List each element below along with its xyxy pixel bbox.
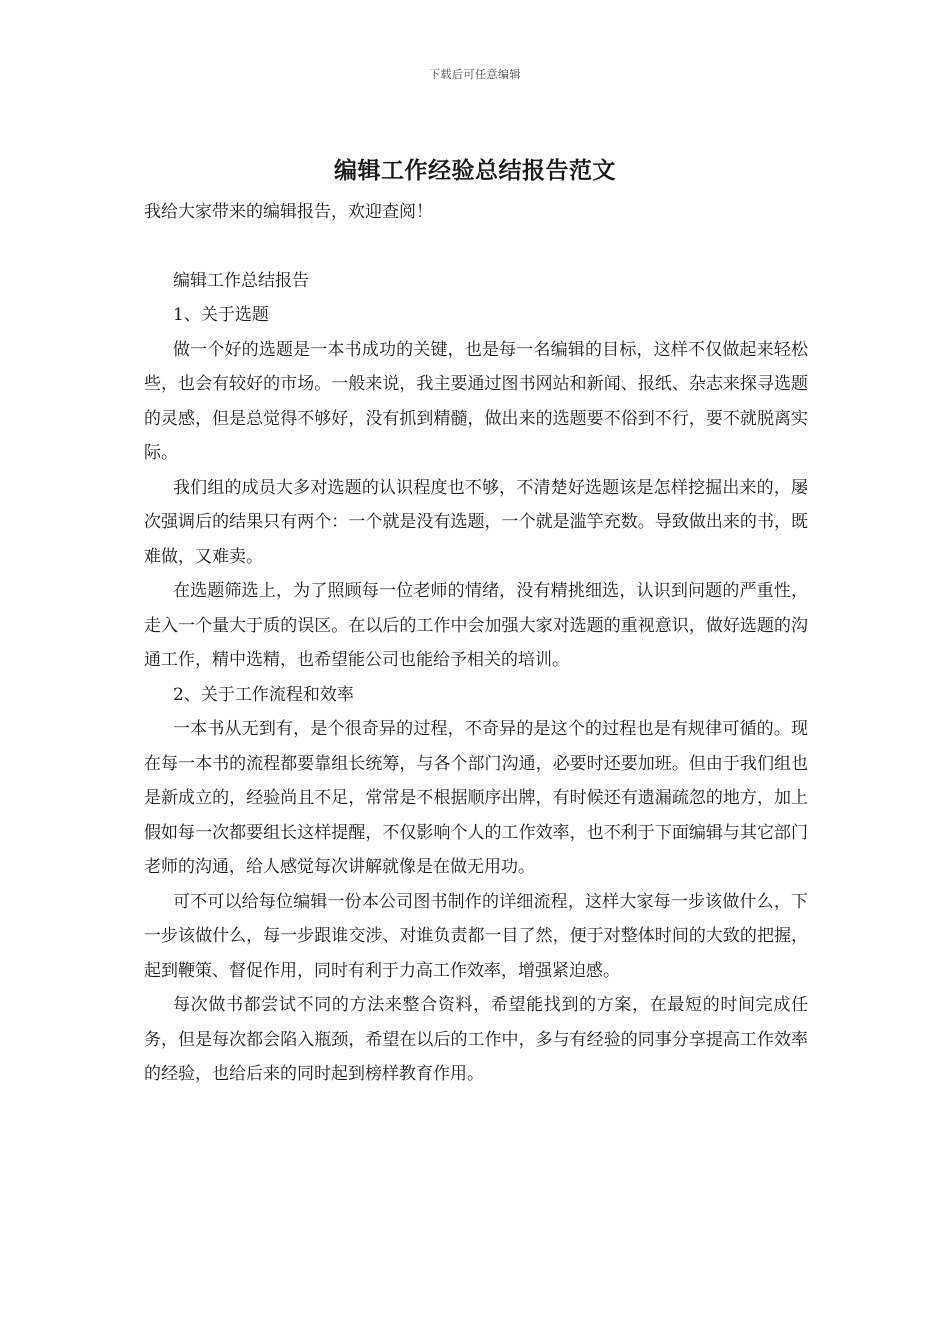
section-heading-report: 编辑工作总结报告 [173,270,309,291]
document-body [144,195,808,1092]
section-heading-topic-selection: 1、关于选题 [173,305,269,325]
document-title: 编辑工作经验总结报告范文 [334,157,616,184]
header-note: 下载后可任意编辑 [429,68,521,81]
blank-line [144,230,808,264]
section-heading-workflow: 2、关于工作流程和效率 [173,684,354,705]
body-paragraph: 在选题筛选上，为了照顾每一位老师的情绪，没有精挑细选，认识到问题的严重性，走入一个量大于质的误区。在以后的工作中会加强大家对选题的重视意识，做好选题的沟通工作，精中选精，也希望能公司也能给予相关的培训。 [144,581,808,670]
body-paragraph: 我们组的成员大多对选题的认识程度也不够，不清楚好选题该是怎样挖掘出来的，屡次强调后的结果只有两个：一个就是没有选题，一个就是滥竽充数。导致做出来的书，既难做，又难卖。 [144,477,808,567]
body-paragraph: 一本书从无到有，是个很奇异的过程，不奇异的是这个的过程也是有规律可循的。现在每一本书的流程都要靠组长统筹，与各个部门沟通，必要时还要加班。但由于我们组也是新成立的，经验尚且不足，常常是不根据顺序出牌，有时候还有遗漏疏忽的地方，加上假如每一次都要组长这样提醒，不仅影响个人的工作效率，也不利于下面编辑与其它部门老师的沟通，给人感觉每次讲解就像是在做无用功。 [144,719,808,877]
intro-paragraph: 我给大家带来的编辑报告，欢迎查阅！ [144,202,433,222]
body-paragraph: 可不可以给每位编辑一份本公司图书制作的详细流程，这样大家每一步该做什么，下一步该做什么，每一步跟谁交涉、对谁负责都一目了然，便于对整体时间的大致的把握，起到鞭策、督促作用，同时有利于力高工作效率，增强紧迫感。 [144,891,808,981]
body-paragraph: 做一个好的选题是一本书成功的关键，也是每一名编辑的目标，这样不仅做起来轻松些，也会有较好的市场。一般来说，我主要通过图书网站和新闻、报纸、杂志来探寻选题的灵感，但是总觉得不够好，没有抓到精髓，做出来的选题要不俗到不行，要不就脱离实际。 [144,339,808,463]
body-paragraph: 每次做书都尝试不同的方法来整合资料，希望能找到的方案，在最短的时间完成任务，但是每次都会陷入瓶颈，希望在以后的工作中，多与有经验的同事分享提高工作效率的经验，也给后来的同时起到榜样教育作用。 [144,995,808,1084]
